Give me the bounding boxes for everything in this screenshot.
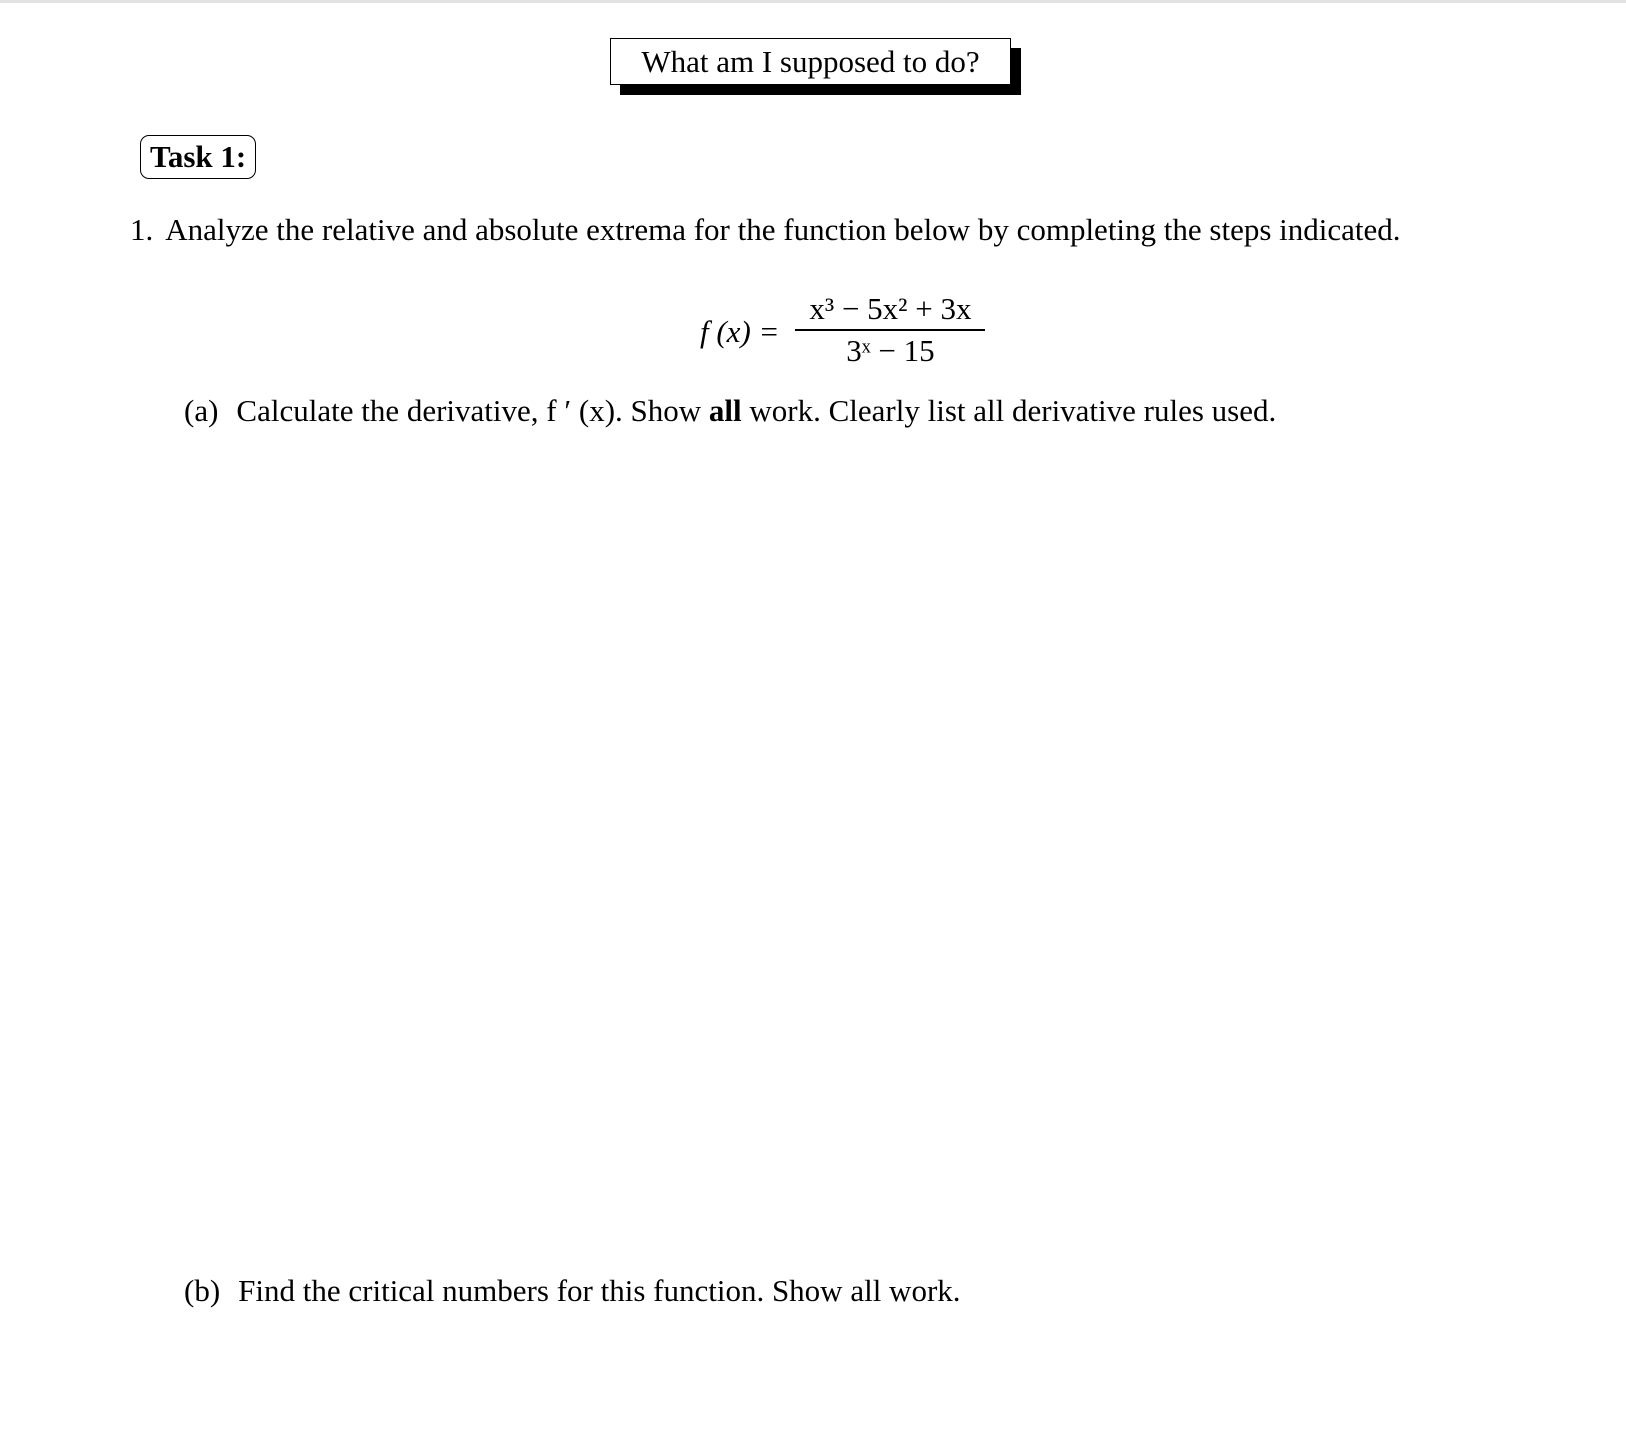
part-a-text-before: Calculate the derivative, f ′ (x). Show bbox=[236, 393, 702, 428]
task-label: Task 1: bbox=[140, 135, 256, 179]
function-equation bbox=[700, 289, 985, 371]
problem-text: Analyze the relative and absolute extrema for the function below by completing the steps indicated. bbox=[165, 212, 1401, 247]
equation-fraction bbox=[795, 289, 985, 371]
equation-lhs: f (x) = bbox=[700, 313, 780, 349]
problem-number: 1. bbox=[130, 212, 154, 247]
part-a-bold: all bbox=[708, 393, 742, 428]
problem-statement bbox=[130, 212, 1401, 248]
equation-numerator: x³ − 5x² + 3x bbox=[809, 291, 972, 326]
part-a bbox=[184, 393, 1276, 429]
part-b-text: Find the critical numbers for this function. Show all work. bbox=[238, 1273, 961, 1308]
part-a-text-after: work. Clearly list all derivative rules used. bbox=[749, 393, 1277, 428]
header-box bbox=[610, 38, 1011, 85]
equation-denominator: 3ˣ − 15 bbox=[846, 332, 935, 368]
page-top-edge bbox=[0, 0, 1626, 3]
part-b-label: (b) bbox=[184, 1273, 221, 1308]
part-a-label: (a) bbox=[184, 393, 219, 428]
header-title: What am I supposed to do? bbox=[610, 38, 1011, 85]
part-b bbox=[184, 1273, 961, 1309]
